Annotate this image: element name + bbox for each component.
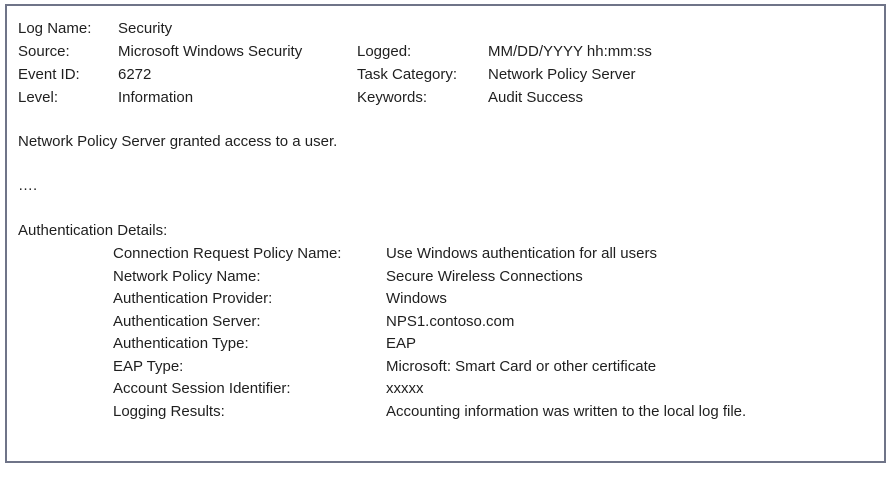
detail-row-authentication-server — [7, 310, 884, 333]
detail-value: Windows — [386, 290, 447, 307]
event-id-label: Event ID: — [18, 66, 80, 83]
event-log-box — [5, 4, 886, 463]
detail-label: Authentication Provider: — [113, 290, 273, 307]
task-category-label: Task Category: — [357, 66, 458, 83]
ellipsis-text: …. — [18, 177, 38, 194]
detail-row-logging-results — [7, 400, 884, 423]
detail-label: Authentication Type: — [113, 335, 249, 352]
keywords-label: Keywords: — [357, 89, 428, 106]
logged-label: Logged: — [357, 43, 412, 60]
detail-row-eap-type — [7, 355, 884, 378]
detail-value: EAP — [386, 335, 417, 352]
detail-row-authentication-provider — [7, 287, 884, 310]
detail-label: Authentication Server: — [113, 313, 261, 330]
detail-label: Connection Request Policy Name: — [113, 245, 342, 262]
source-value: Microsoft Windows Security — [118, 43, 303, 60]
detail-value: Secure Wireless Connections — [386, 268, 583, 285]
event-message: Network Policy Server granted access to a user. — [18, 133, 338, 150]
event-id-value: 6272 — [118, 66, 152, 83]
authentication-details-title: Authentication Details: — [18, 222, 168, 239]
header-row-event-id — [7, 63, 884, 86]
detail-row-account-session-identifier — [7, 377, 884, 400]
header-row-source — [7, 40, 884, 63]
detail-value: Microsoft: Smart Card or other certificate — [386, 358, 657, 375]
detail-value: xxxxx — [386, 380, 424, 397]
detail-label: EAP Type: — [113, 358, 184, 375]
level-value: Information — [118, 89, 194, 106]
section-title-row — [7, 219, 884, 242]
detail-row-connection-request-policy — [7, 242, 884, 265]
level-label: Level: — [18, 89, 59, 106]
detail-label: Network Policy Name: — [113, 268, 261, 285]
detail-label: Account Session Identifier: — [113, 380, 291, 397]
detail-value: Use Windows authentication for all users — [386, 245, 657, 262]
detail-value: Accounting information was written to the local log file. — [386, 403, 747, 420]
detail-row-network-policy-name — [7, 265, 884, 288]
message-row — [7, 130, 884, 153]
ellipsis-row — [7, 174, 884, 197]
log-name-label: Log Name: — [18, 20, 92, 37]
task-category-value: Network Policy Server — [488, 66, 636, 83]
logged-value: MM/DD/YYYY hh:mm:ss — [488, 43, 652, 60]
header-row-level — [7, 86, 884, 109]
detail-value: NPS1.contoso.com — [386, 313, 515, 330]
keywords-value: Audit Success — [488, 89, 584, 106]
log-name-value: Security — [118, 20, 173, 37]
detail-row-authentication-type — [7, 332, 884, 355]
source-label: Source: — [18, 43, 70, 60]
header-row-log-name — [7, 17, 884, 40]
detail-label: Logging Results: — [113, 403, 225, 420]
